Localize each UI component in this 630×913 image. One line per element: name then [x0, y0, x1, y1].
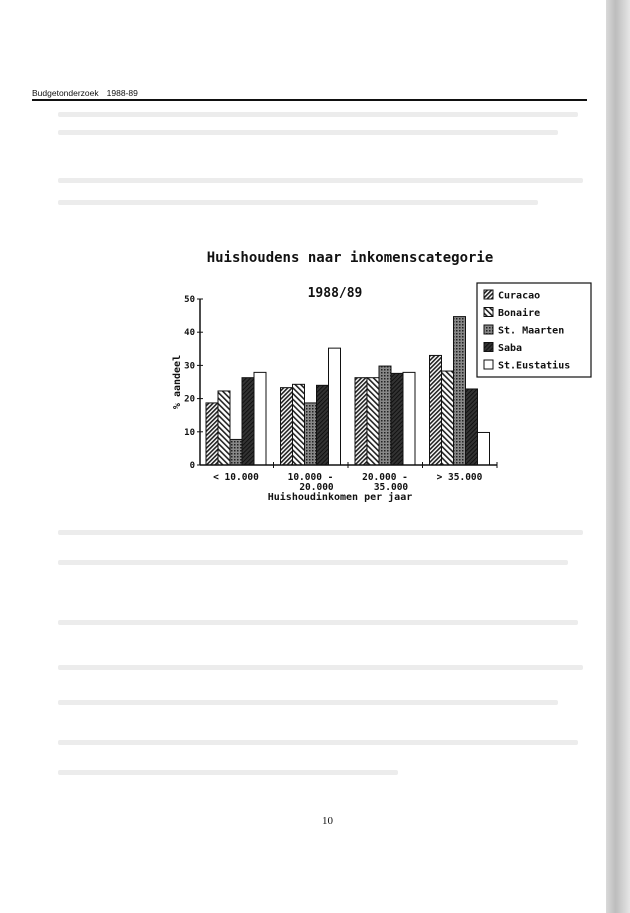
page-number: 10 [322, 815, 333, 827]
x-axis-label: Huishoudinkomen per jaar [267, 492, 413, 503]
bar-bonaire [293, 384, 305, 465]
bar-bonaire [218, 391, 230, 465]
bar-bonaire [367, 378, 379, 465]
header-title: Budgetonderzoek [32, 88, 99, 98]
bar-curacao [206, 403, 218, 465]
y-tick-label: 40 [184, 328, 195, 339]
bar-saba [242, 378, 254, 465]
legend-label: St. Maarten [498, 325, 565, 337]
bar-bonaire [442, 371, 454, 465]
bar-st-maarten [379, 366, 391, 465]
y-tick-label: 20 [184, 394, 195, 405]
legend-swatch [484, 325, 493, 334]
legend-swatch [484, 360, 493, 369]
x-tick-label: > 35.000 [436, 472, 483, 483]
bar-st-eustatius [478, 432, 490, 465]
y-tick-label: 0 [189, 461, 195, 471]
bar-st-maarten [454, 317, 466, 465]
y-tick-label: 10 [184, 427, 195, 438]
bar-st-maarten [305, 403, 317, 465]
legend-label: Curacao [498, 290, 541, 302]
x-tick-label: 20.000 - [362, 472, 408, 483]
y-axis-label: % aandeel [172, 354, 183, 410]
bar-saba [317, 385, 329, 465]
bar-saba [391, 373, 403, 465]
bar-st-eustatius [403, 372, 415, 465]
bar-st-eustatius [329, 348, 341, 465]
y-tick-label: 50 [184, 295, 195, 305]
bar-curacao [281, 388, 293, 465]
bar-st-eustatius [254, 372, 266, 465]
legend-label: St.Eustatius [498, 360, 571, 372]
bar-saba [466, 389, 478, 465]
x-tick-label: 10.000 - [287, 472, 334, 483]
x-tick-label: < 10.000 [213, 472, 259, 483]
bar-st-maarten [230, 439, 242, 465]
x-tick-label: 20.000 [299, 482, 334, 493]
legend-label: Bonaire [498, 308, 541, 319]
bar-curacao [355, 378, 367, 465]
y-tick-label: 30 [184, 361, 195, 372]
legend-swatch [484, 290, 493, 299]
x-tick-label: 35.000 [373, 482, 409, 493]
legend-label: Saba [498, 343, 523, 354]
chart-title: Huishoudens naar inkomenscategorie [206, 250, 494, 266]
bar-curacao [430, 355, 442, 465]
legend-swatch [484, 343, 493, 352]
legend-swatch [484, 308, 493, 317]
header-year: 1988-89 [106, 88, 138, 98]
chart-subtitle: 1988/89 [307, 286, 363, 301]
